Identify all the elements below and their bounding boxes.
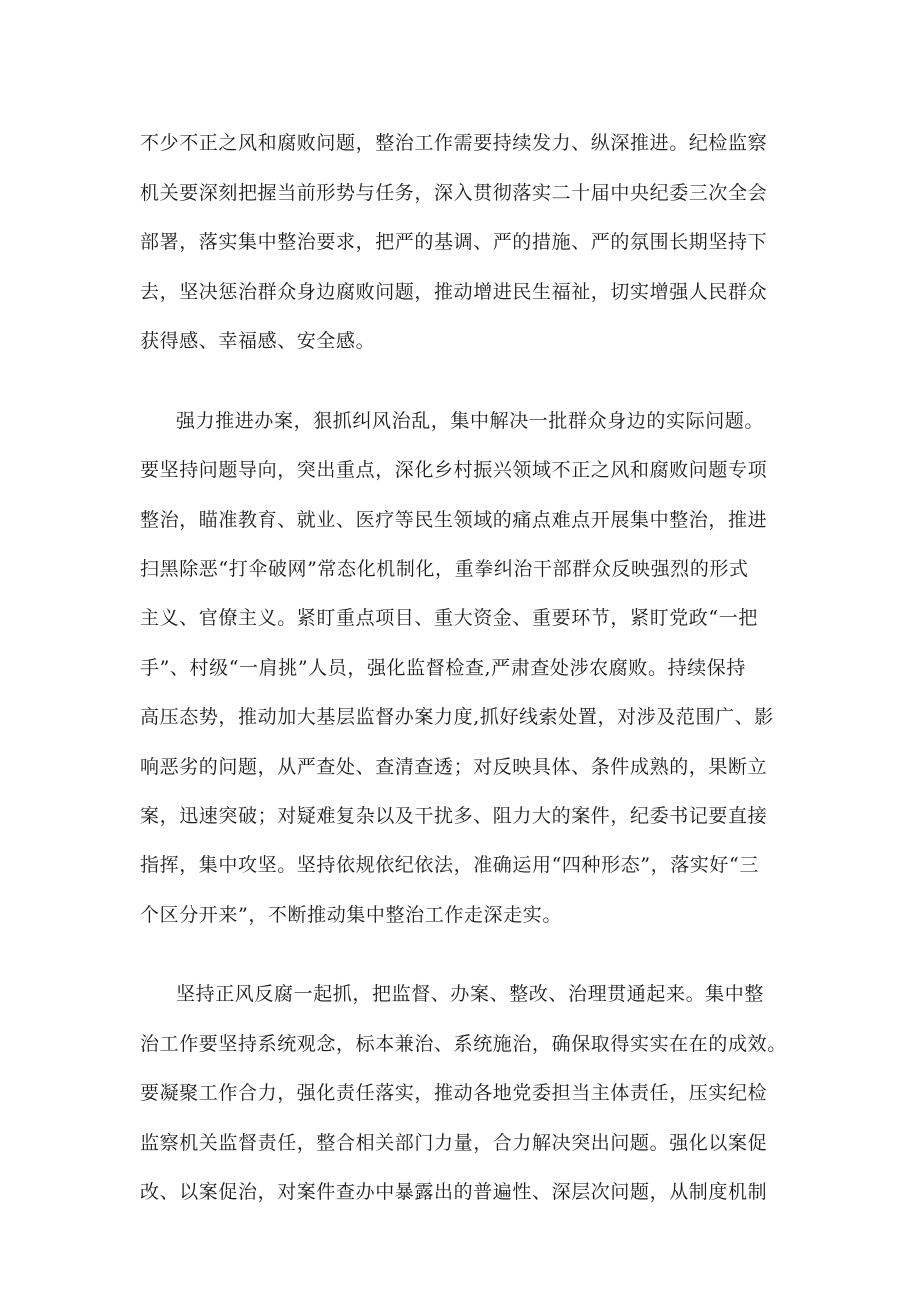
paragraph-1-line-4: 去，坚决惩治群众身边腐败问题，推动增进民生福祉，切实增强人民群众 <box>140 281 768 303</box>
paragraph-2-line-7: 高压态势，推动加大基层监督办案力度,抓好线索处置，对涉及范围广、影 <box>140 706 774 728</box>
paragraph-2-line-8: 响恶劣的问题，从严查处、查清查透；对反映具体、条件成熟的，果断立 <box>140 756 768 778</box>
paragraph-2-line-3: 整治，瞄准教育、就业、医疗等民生领域的痛点难点开展集中整治，推进 <box>140 509 768 531</box>
paragraph-1-line-3: 部署，落实集中整治要求，把严的基调、严的措施、严的氛围长期坚持下 <box>140 231 768 253</box>
paragraph-2-line-9: 案，迅速突破；对疑难复杂以及干扰多、阻力大的案件，纪委书记要直接 <box>140 805 768 827</box>
paragraph-3-line-4: 监察机关监督责任，整合相关部门力量，合力解决突出问题。强化以案促 <box>140 1132 768 1154</box>
paragraph-2-line-11: 个区分开来”，不断推动集中整治工作走深走实。 <box>140 904 562 926</box>
paragraph-2-line-5: 主义、官僚主义。紧盯重点项目、重大资金、重要环节，紧盯党政“一把 <box>140 607 758 629</box>
paragraph-3-line-5: 改、以案促治，对案件查办中暴露出的普遍性、深层次问题，从制度机制 <box>140 1181 768 1203</box>
paragraph-2-line-4: 扫黑除恶“打伞破网”常态化机制化，重拳纠治干部群众反映强烈的形式 <box>140 558 749 580</box>
paragraph-1-line-5: 获得感、幸福感、安全感。 <box>140 330 376 352</box>
paragraph-2-line-10: 指挥，集中攻坚。坚持依规依纪依法，准确运用“四种形态”，落实好“三 <box>140 854 759 876</box>
paragraph-3-line-3: 要凝聚工作合力，强化责任落实，推动各地党委担当主体责任，压实纪检 <box>140 1082 768 1104</box>
paragraph-3-line-1: 坚持正风反腐一起抓，把监督、办案、整改、治理贯通起来。集中整 <box>176 983 765 1005</box>
paragraph-1-line-1: 不少不正之风和腐败问题，整治工作需要持续发力、纵深推进。纪检监察 <box>140 132 768 154</box>
paragraph-3-line-2: 治工作要坚持系统观念，标本兼治、系统施治，确保取得实实在在的成效。 <box>140 1033 787 1055</box>
paragraph-2-line-6: 手”、村级“一肩挑”人员，强化监督检查,严肃查处涉农腐败。持续保持 <box>140 657 746 679</box>
paragraph-2-line-1: 强力推进办案，狠抓纠风治乱，集中解决一批群众身边的实际问题。 <box>176 410 765 432</box>
paragraph-1-line-2: 机关要深刻把握当前形势与任务，深入贯彻落实二十届中央纪委三次全会 <box>140 182 768 204</box>
paragraph-2-line-2: 要坚持问题导向，突出重点，深化乡村振兴领域不正之风和腐败问题专项 <box>140 459 768 481</box>
